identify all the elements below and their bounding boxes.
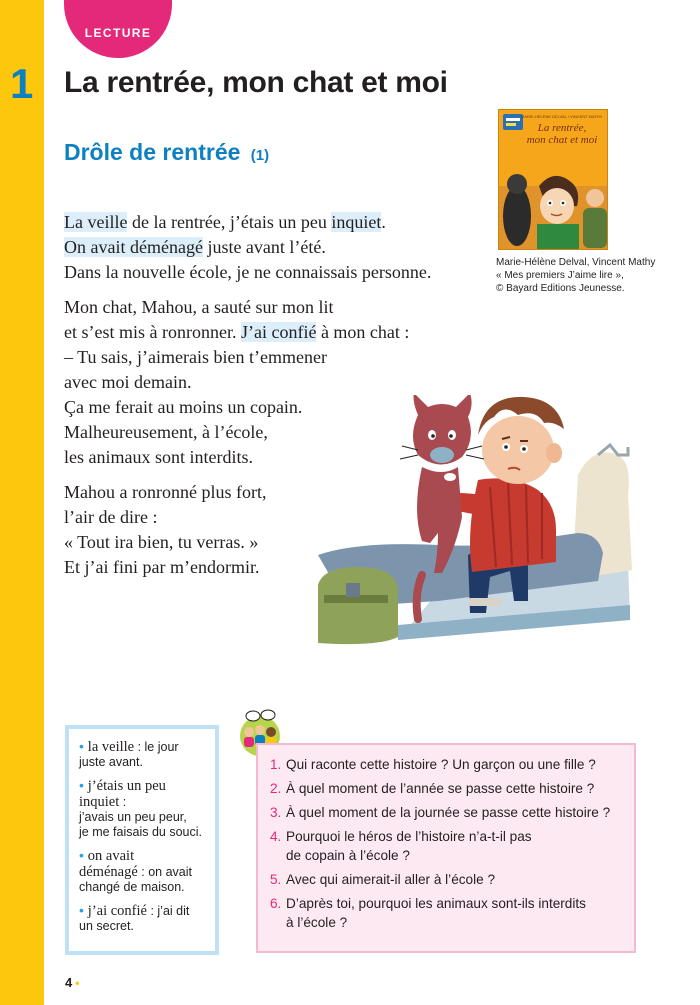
question-item [270, 894, 634, 932]
page-number: 4 • [65, 975, 80, 990]
story-title [64, 139, 269, 166]
vocabulary-term: j’étais un peu [87, 778, 166, 794]
story-text-segment: Malheureusement, à l’école, [64, 422, 268, 442]
vocabulary-definition: j’avais un peu peur, [79, 810, 187, 824]
vocabulary-box [65, 725, 219, 955]
question-number: 6. [270, 896, 282, 911]
question-number: 3. [270, 805, 282, 820]
question-text: Qui raconte cette histoire ? Un garçon ou une fille ? [286, 757, 596, 772]
question-number: 1. [270, 757, 282, 772]
story-line [64, 210, 464, 235]
question-text: À quel moment de la journée se passe cette histoire ? [286, 805, 611, 820]
caption-line: « Mes premiers J’aime lire », [496, 270, 624, 281]
chapter-number: 1 [10, 60, 34, 107]
vocabulary-entry [79, 848, 207, 895]
left-color-band [0, 0, 44, 1005]
vocabulary-entry [79, 903, 207, 934]
story-text-segment: juste avant l’été. [202, 237, 326, 257]
vocabulary-definition: : [119, 795, 127, 809]
question-number: 4. [270, 829, 282, 844]
vocabulary-highlight: inquiet [331, 212, 382, 232]
story-text-segment: de la rentrée, j’étais un peu [127, 212, 332, 232]
bullet-icon: • [79, 847, 88, 863]
story-text-segment: Dans la nouvelle école, je ne connaissais personne. [64, 262, 432, 282]
story-title-text: Drôle de rentrée [64, 139, 241, 165]
question-item [270, 779, 634, 798]
story-paragraph [64, 210, 464, 285]
story-text-segment: « Tout ira bien, tu verras. » [64, 532, 259, 552]
vocabulary-highlight: On avait déménagé [64, 237, 203, 257]
question-text: À quel moment de l’année se passe cette histoire ? [286, 781, 595, 796]
question-item [270, 755, 634, 774]
story-line [64, 370, 464, 395]
question-number: 2. [270, 781, 282, 796]
vocabulary-term: déménagé [79, 864, 138, 880]
caption-line: © Bayard Editions Jeunesse. [496, 283, 625, 294]
bullet-icon: • [79, 777, 88, 793]
vocabulary-entry [79, 778, 207, 840]
story-text-segment: – Tu sais, j’aimerais bien t’emmener [64, 347, 327, 367]
vocabulary-highlight: La veille [64, 212, 128, 232]
story-text-segment: Mon chat, Mahou, a sauté sur mon lit [64, 297, 334, 317]
question-text: Pourquoi le héros de l’histoire n’a-t-il pas de copain à l’école ? [286, 829, 532, 863]
story-text-segment: et s’est mis à ronronner. [64, 322, 241, 342]
story-text-segment: les animaux sont interdits. [64, 447, 253, 467]
vocabulary-definition: : on avait [137, 865, 192, 879]
story-line [64, 320, 464, 345]
chapter-title: La rentrée, mon chat et moi [64, 66, 448, 99]
question-text: D’après toi, pourquoi les animaux sont-ils interdits à l’école ? [286, 896, 586, 930]
question-item [270, 870, 634, 889]
page-bullet-icon: • [75, 976, 80, 990]
story-line [64, 345, 464, 370]
boy-and-cat-illustration [318, 395, 638, 650]
book-cover [498, 109, 608, 250]
story-text-segment: Ça me ferait au moins un copain. [64, 397, 303, 417]
vocabulary-definition: changé de maison. [79, 880, 185, 894]
book-caption [496, 256, 656, 295]
story-line [64, 295, 464, 320]
vocabulary-entry [79, 739, 207, 770]
question-text: Avec qui aimerait-il aller à l’école ? [286, 872, 496, 887]
vocabulary-definition: : j’ai dit [146, 904, 190, 918]
book-cover-title: La rentrée, mon chat et moi [526, 122, 598, 146]
caption-line: Marie-Hélène Delval, Vincent Mathy [496, 257, 656, 268]
vocabulary-term: on avait [87, 848, 135, 864]
story-text-segment: Et j’ai fini par m’endormir. [64, 557, 260, 577]
bullet-icon: • [79, 738, 88, 754]
questions-box [256, 743, 636, 953]
vocabulary-term: inquiet [79, 794, 120, 810]
story-text-segment: avec moi demain. [64, 372, 192, 392]
vocabulary-definition: un secret. [79, 919, 134, 933]
question-item [270, 827, 634, 865]
book-authors: MARIE-HÉLÈNE DELVAL / VINCENT MATHY [521, 114, 603, 119]
section-tab [64, 0, 172, 58]
vocabulary-definition: je me faisais du souci. [79, 825, 202, 839]
story-title-part: (1) [250, 147, 270, 164]
section-label: LECTURE [84, 26, 152, 40]
vocabulary-definition: juste avant. [79, 755, 143, 769]
vocabulary-term: j’ai confié [87, 903, 147, 919]
vocabulary-term: la veille [87, 739, 135, 755]
bullet-icon: • [79, 902, 88, 918]
story-text-segment: à mon chat : [316, 322, 410, 342]
vocabulary-highlight: J’ai confié [240, 322, 317, 342]
story-text-segment: l’air de dire : [64, 507, 158, 527]
story-line [64, 260, 464, 285]
book-cover-illustration [499, 146, 608, 250]
story-text-segment: . [381, 212, 386, 232]
question-number: 5. [270, 872, 282, 887]
story-text-segment: Mahou a ronronné plus fort, [64, 482, 267, 502]
vocabulary-definition: : le jour [134, 740, 179, 754]
question-item [270, 803, 634, 822]
story-line [64, 235, 464, 260]
